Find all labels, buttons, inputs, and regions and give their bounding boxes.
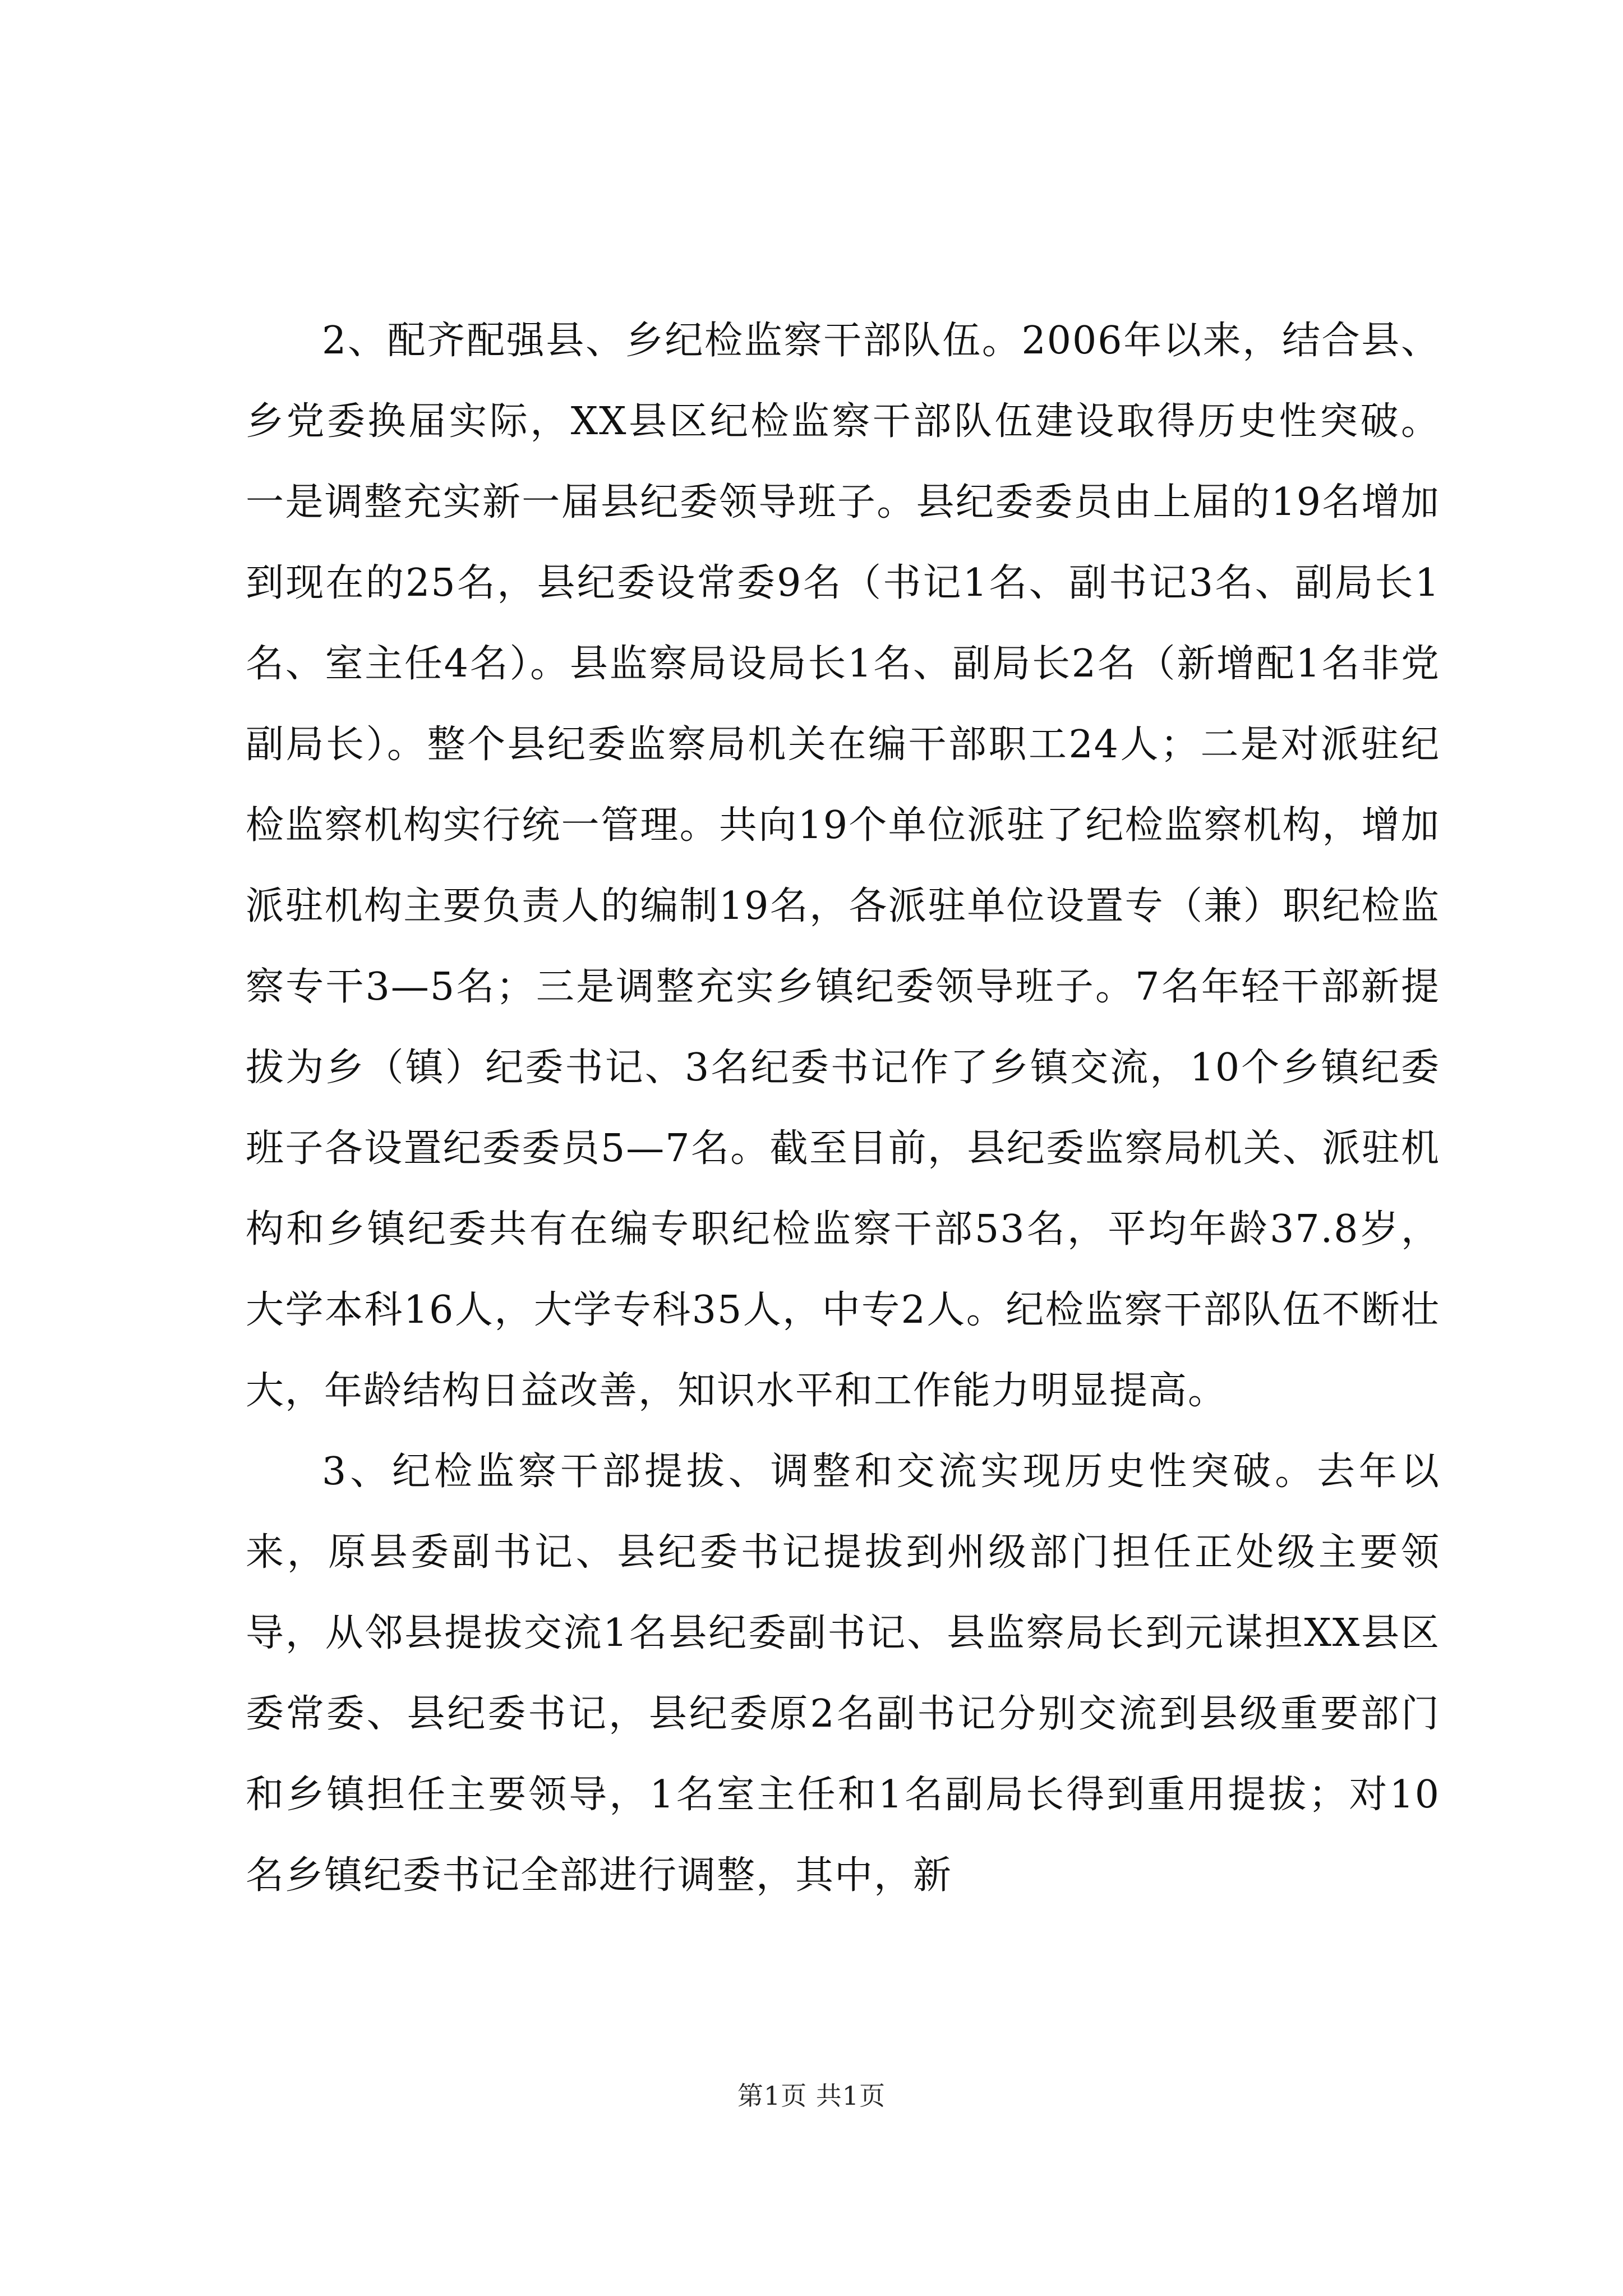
- document-body: [246, 301, 1440, 1916]
- page-footer: 第1页 共1页: [737, 2081, 886, 2111]
- paragraph-cadre-team: 2、配齐配强县、乡纪检监察干部队伍。2006年以来，结合县、乡党委换届实际，XX县区纪检监察干部队伍建设取得历史性突破。一是调整充实新一届县纪委领导班子。县纪委委员由上届的19名增加到现在的25名，县纪委设常委9名（书记1名、副书记3名、副局长1名、室主任4名）。县监察局设局长1名、副局长2名（新增配1名非党副局长）。整个县纪委监察局机关在编干部职工24人；二是对派驻纪检监察机构实行统一管理。共向19个单位派驻了纪检监察机构，增加派驻机构主要负责人的编制19名，各派驻单位设置专（兼）职纪检监察专干3—5名；三是调整充实乡镇纪委领导班子。7名年轻干部新提拔为乡（镇）纪委书记、3名纪委书记作了乡镇交流，10个乡镇纪委班子各设置纪委委员5—7名。截至目前，县纪委监察局机关、派驻机构和乡镇纪委共有在编专职纪检监察干部53名，平均年龄37.8岁，大学本科16人，大学专科35人，中专2人。纪检监察干部队伍不断壮大，年龄结构日益改善，知识水平和工作能力明显提高。: [246, 319, 1440, 1413]
- paragraph-cadre-promotion: 3、纪检监察干部提拔、调整和交流实现历史性突破。去年以来，原县委副书记、县纪委书记提拔到州级部门担任正处级主要领导，从邻县提拔交流1名县纪委副书记、县监察局长到元谋担XX县区委常委、县纪委书记，县纪委原2名副书记分别交流到县级重要部门和乡镇担任主要领导，1名室主任和1名副局长得到重用提拔；对10名乡镇纪委书记全部进行调整，其中，新: [246, 1450, 1440, 1898]
